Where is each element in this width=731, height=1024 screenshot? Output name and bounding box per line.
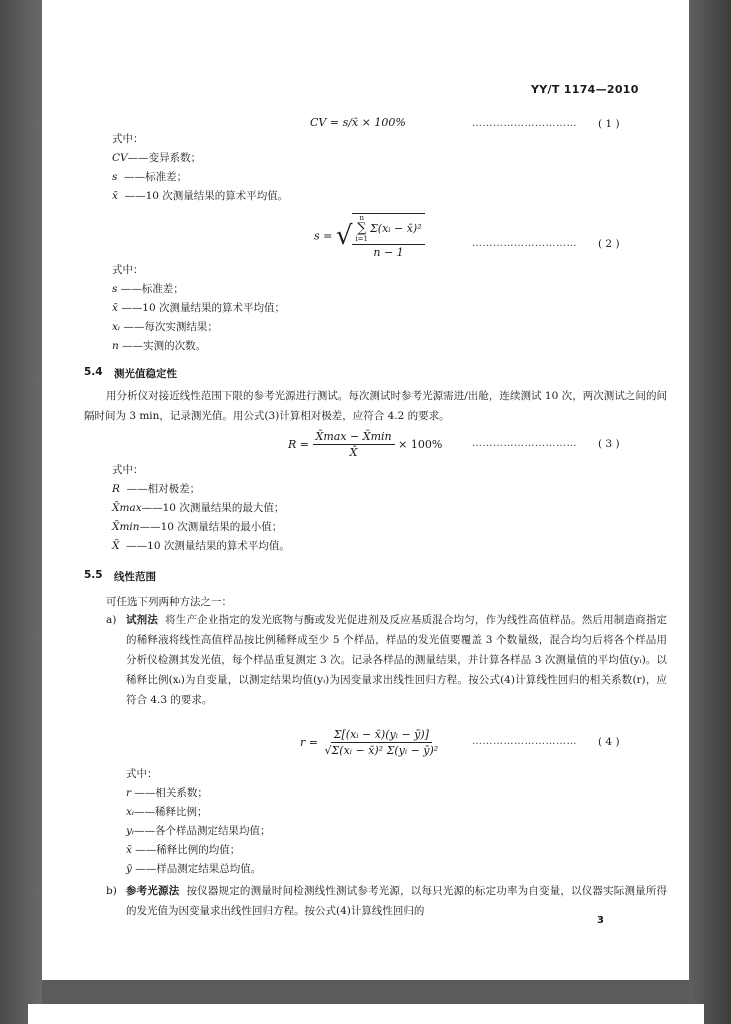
leader-dots: ………………………… <box>472 736 577 747</box>
formula-number: ( 4 ) <box>598 736 620 748</box>
list-item-a: 试剂法 将生产企业指定的发光底物与酶或发光促进剂及反应基质混合均匀，作为线性高值样品。然后用制造商指定的稀释液将线性高值样品按比例稀释成至少 5 个样品，样品的发光值要覆盖 3 个数量级，混合均匀后将各个样品用分析仪检测其发光值，每个样品重复测定 3 次。记录各样品的测量结果，并计算各样品 3 次测量值的平均值(yᵢ)。以稀释比例(xᵢ)为自变量，以测定结果均值(yᵢ)为因变量求出线性回归方程。按公式(4)计算线性回归的相关系数(r)，应符合 4.3 的要求。 <box>126 614 668 706</box>
definition-line: X̄min——10 次测量结果的最小值； <box>112 521 283 533</box>
section-number: 5.5 <box>84 569 103 581</box>
where-label: 式中： <box>112 264 144 276</box>
definition-line: s ——标准差； <box>112 171 188 183</box>
definition-line: CV——变异系数； <box>112 152 202 164</box>
list-item-b: 参考光源法 按仪器规定的测量时间检测线性测试参考光源，以每只光源的标定功率为自变量，以仪器实际测量所得的发光值为因变量求出线性回归方程。按公式(4)计算线性回归的 <box>126 885 668 917</box>
standard-code: YY/T 1174—2010 <box>531 83 639 96</box>
formula-4: r = $\frac{\text{Σ[(xᵢ − x̄)(yᵢ − ȳ)]}}{\text{√Σ(xᵢ − x̄)² Σ(yᵢ − ȳ)²}}$ <box>300 728 439 757</box>
page-number: 3 <box>597 915 604 926</box>
where-label: 式中： <box>112 133 144 145</box>
leader-dots: ………………………… <box>472 238 577 249</box>
list-label: b) <box>106 885 117 897</box>
definition-line: X̄ ——10 次测量结果的算术平均值。 <box>112 540 290 552</box>
definition-line: xᵢ ——每次实测结果； <box>112 321 218 333</box>
intro-text: 可任选下列两种方法之一： <box>106 596 232 608</box>
viewer-frame-left <box>0 0 42 1024</box>
definition-line: r ——相关系数； <box>126 787 208 799</box>
definition-line: n ——实测的次数。 <box>112 340 207 352</box>
leader-dots: ………………………… <box>472 438 577 449</box>
definition-line: x̄ ——10 次测量结果的算术平均值； <box>112 302 285 314</box>
definition-line: R ——相对极差； <box>112 483 201 495</box>
definition-line: X̄max——10 次测量结果的最大值； <box>112 502 285 514</box>
document-page <box>42 0 689 980</box>
where-label: 式中： <box>112 464 144 476</box>
section-number: 5.4 <box>84 366 103 378</box>
viewer-frame-right <box>689 0 731 1024</box>
formula-1: CV = s/x̄ × 100% <box>310 116 406 129</box>
formula-number: ( 3 ) <box>598 438 620 450</box>
list-label: a) <box>106 614 117 626</box>
section-title: 测光值稳定性 <box>114 368 177 380</box>
definition-line: s ——标准差； <box>112 283 184 295</box>
formula-number: ( 2 ) <box>598 238 620 250</box>
formula-3: R = $\frac{X̄\max - X̄\min}{X̄}$ × 100% <box>288 430 443 459</box>
leader-dots: ………………………… <box>472 118 577 129</box>
definition-line: x̄ ——10 次测量结果的算术平均值。 <box>112 190 289 202</box>
formula-number: ( 1 ) <box>598 118 620 130</box>
formula-2: s = √ n ∑ i=1 Σ(xᵢ − x̄)² n − 1 <box>314 213 425 259</box>
definition-line: ȳ ——样品测定结果总均值。 <box>126 863 262 875</box>
definition-line: yᵢ——各个样品测定结果均值； <box>126 825 271 837</box>
paragraph: 用分析仪对接近线性范围下限的参考光源进行测试。每次测试时参考光源需进/出舱，连续测试 10 次，两次测试之间的间隔时间为 3 min，记录测光值。用公式(3)计算相对极差，应符合 4.2 的要求。 <box>84 390 667 422</box>
where-label: 式中： <box>126 768 158 780</box>
next-page-edge <box>28 1004 704 1024</box>
definition-line: x̄ ——稀释比例的均值； <box>126 844 241 856</box>
section-title: 线性范围 <box>114 571 156 583</box>
definition-line: xᵢ——稀释比例； <box>126 806 208 818</box>
